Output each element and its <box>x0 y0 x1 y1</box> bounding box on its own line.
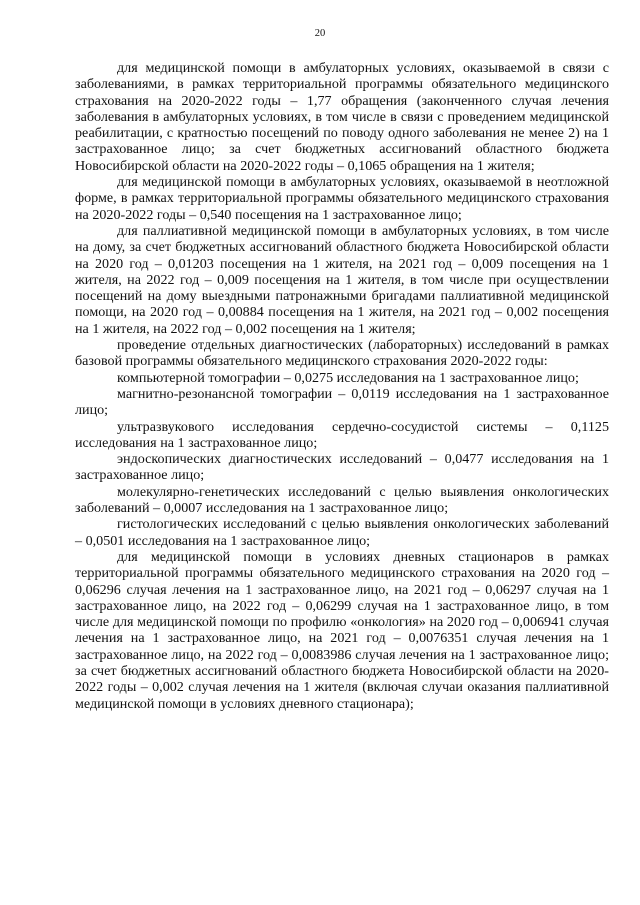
paragraph-outpatient-urgent: для медицинской помощи в амбулаторных условиях, оказываемой в неотложной форме, в рамках территориальной программы обязательного медицинского страхования на 2020-2022 годы – 0,540 посещения на 1 застрахованное лицо; <box>75 174 609 223</box>
list-item-ultrasound-cardio: ультразвукового исследования сердечно-сосудистой системы – 0,1125 исследования на 1 застрахованное лицо; <box>75 418 609 451</box>
document-body <box>75 60 609 712</box>
list-item-molecular-genetic: молекулярно-генетических исследований с целью выявления онкологических заболеваний – 0,0007 исследования на 1 застрахованное лицо; <box>75 483 609 517</box>
paragraph-outpatient-diseases: для медицинской помощи в амбулаторных условиях, оказываемой в связи с заболеваниями, в рамках территориальной программы обязательного медицинского страхования на 2020-2022 годы – 1,77 обращения (законченного случая лечения заболевания в амбулаторных условиях, в том числе в связи с проведением медицинской реабилитации, с кратностью посещений по поводу одного заболевания не менее 2) на 1 застрахованное лицо; за счет бюджетных ассигнований областного бюджета Новосибирской области на 2020-2022 годы – 0,1065 обращения на 1 жителя; <box>75 60 609 174</box>
paragraph-palliative-outpatient: для паллиативной медицинской помощи в амбулаторных условиях, в том числе на дому, за счет бюджетных ассигнований областного бюджета Новосибирской области на 2020 год – 0,01203 посещения на 1 жителя, на 2021 год – 0,009 посещения на 1 жителя, на 2022 год – 0,009 посещения на 1 жителя, в том числе при осуществлении посещений на дому выездными патронажными бригадами паллиативной медицинской помощи, на 2020 год – 0,00884 посещения на 1 жителя, на 2021 год – 0,002 посещения на 1 жителя, на 2022 год – 0,002 посещения на 1 жителя; <box>75 222 609 337</box>
list-item-computed-tomography: компьютерной томографии – 0,0275 исследования на 1 застрахованное лицо; <box>117 369 579 386</box>
list-item-endoscopy: эндоскопических диагностических исследований – 0,0477 исследования на 1 застрахованное лицо; <box>75 451 609 484</box>
list-item-histology: гистологических исследований с целью выявления онкологических заболеваний – 0,0501 исследования на 1 застрахованное лицо; <box>75 516 609 549</box>
paragraph-day-hospital: для медицинской помощи в условиях дневных стационаров в рамках территориальной программы обязательного медицинского страхования на 2020 год – 0,06296 случая лечения на 1 застрахованное лицо, на 2021 год – 0,06297 случая на 1 застрахованное лицо, на 2022 год – 0,06299 случая на 1 застрахованное лицо, в том числе для медицинской помощи по профилю «онкология» на 2020 год – 0,006941 случая лечения на 1 застрахованное лицо, на 2021 год – 0,0076351 случая лечения на 1 застрахованное лицо, на 2022 год – 0,0083986 случая лечения на 1 застрахованное лицо; за счет бюджетных ассигнований областного бюджета Новосибирской области на 2020-2022 годы – 0,002 случая лечения на 1 жителя (включая случаи оказания паллиативной медицинской помощи в условиях дневного стационара); <box>75 548 609 712</box>
list-item-mri: магнитно-резонансной томографии – 0,0119 исследования на 1 застрахованное лицо; <box>75 385 609 419</box>
paragraph-diagnostic-studies: проведение отдельных диагностических (лабораторных) исследований в рамках базовой программы обязательного медицинского страхования 2020-2022 годы: <box>75 337 609 370</box>
page-number: 20 <box>314 28 326 39</box>
